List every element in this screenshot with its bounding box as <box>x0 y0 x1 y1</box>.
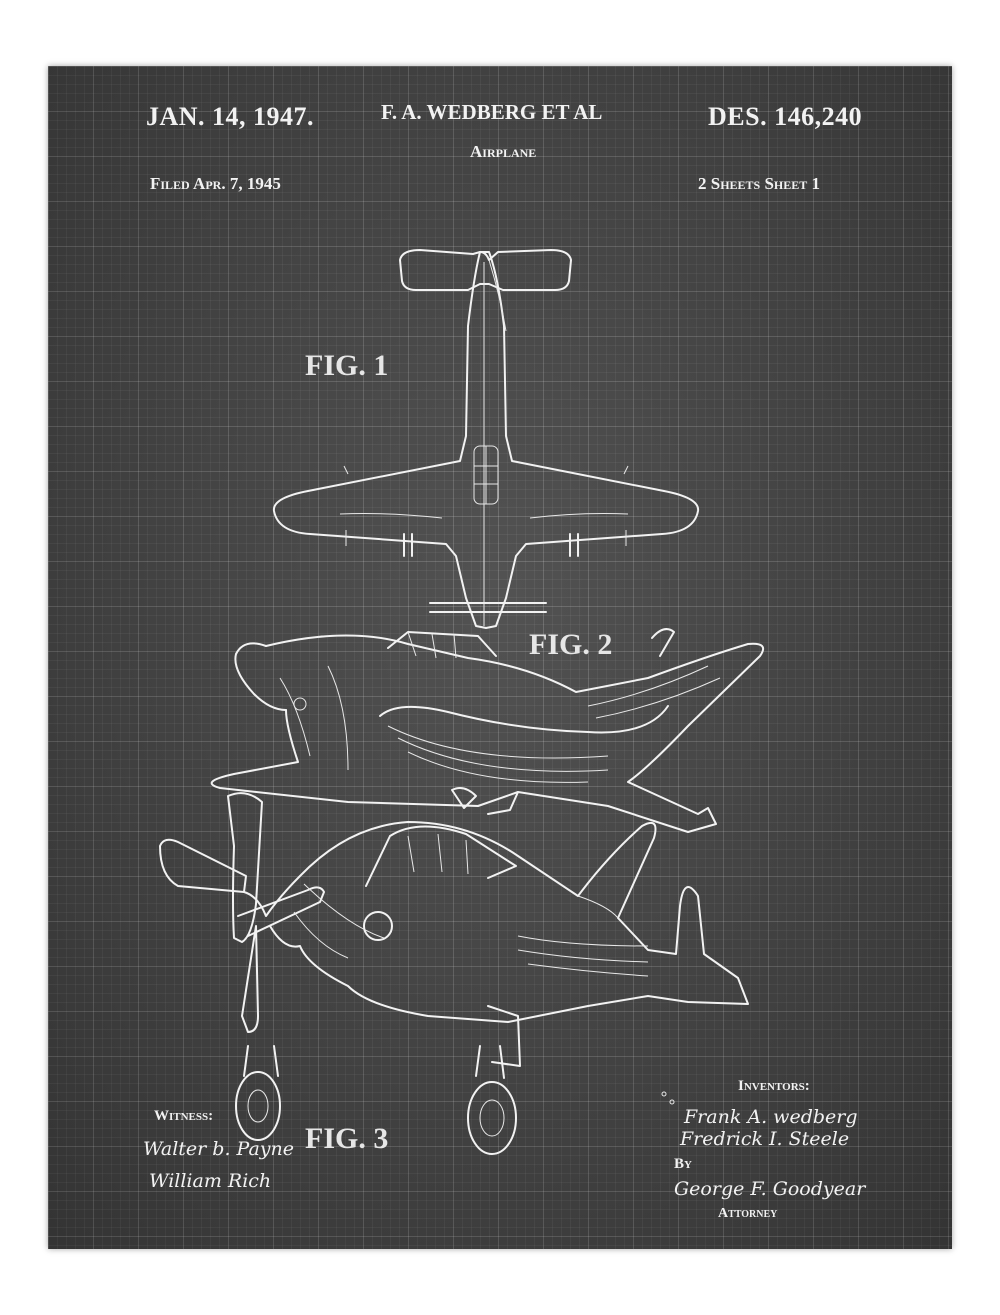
fig-3-label: FIG. 3 <box>305 1122 389 1155</box>
witness-signature-2: William Rich <box>149 1170 272 1192</box>
patent-poster <box>48 66 952 1249</box>
airplane-fig-2-drawing <box>212 629 763 832</box>
airplane-fig-3-drawing <box>160 793 748 1154</box>
patent-subject: Airplane <box>470 142 537 161</box>
decorative-dots <box>662 1092 674 1104</box>
patent-number: DES. 146,240 <box>708 102 863 131</box>
inventor-header: F. A. WEDBERG ET AL <box>381 100 603 124</box>
inventor-signature-1: Frank A. wedberg <box>684 1106 858 1128</box>
inventors-label: Inventors: <box>738 1078 810 1094</box>
filed-date: Filed Apr. 7, 1945 <box>150 174 281 193</box>
inventor-signature-2: Fredrick I. Steele <box>680 1128 850 1150</box>
airplane-drawings <box>48 66 952 1249</box>
by-label: By <box>674 1156 692 1172</box>
witness-signature-1: Walter b. Payne <box>143 1138 294 1160</box>
airplane-top-view-drawing <box>274 250 698 628</box>
attorney-label: Attorney <box>718 1206 778 1221</box>
fig-2-label: FIG. 2 <box>529 628 613 661</box>
patent-date: JAN. 14, 1947. <box>146 102 315 131</box>
sheet-count: 2 Sheets Sheet 1 <box>698 174 821 193</box>
witness-label: Witness: <box>154 1108 214 1124</box>
attorney-signature: George F. Goodyear <box>674 1178 866 1200</box>
fig-1-label: FIG. 1 <box>305 349 389 382</box>
